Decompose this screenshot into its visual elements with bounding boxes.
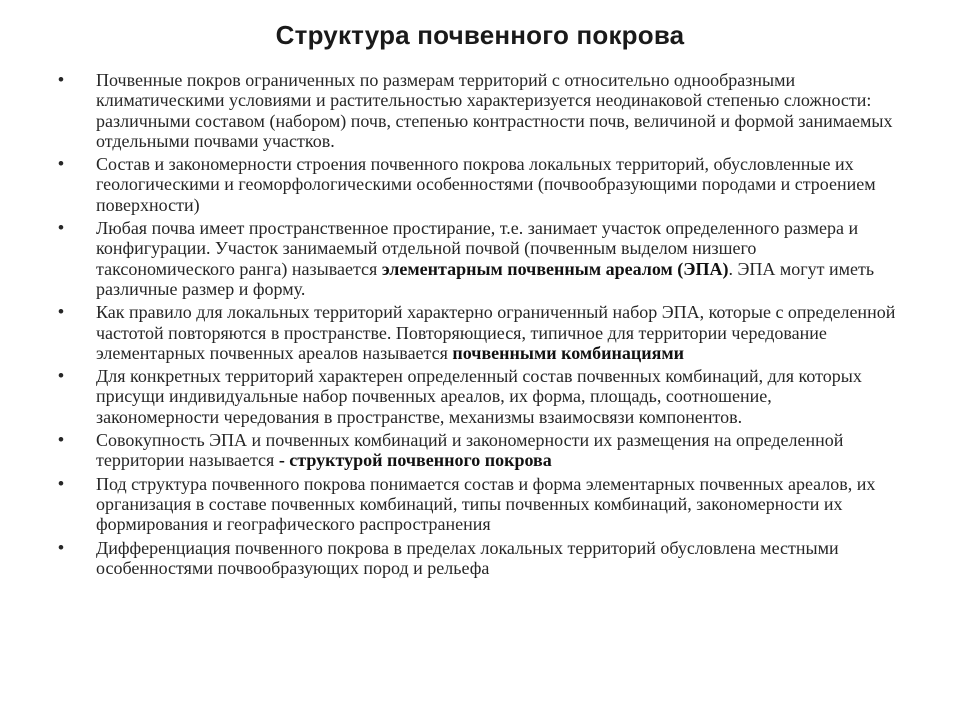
item-text: Любая почва имеет пространственное простирание, т.е. занимает участок определенного размера и конфигурации. Участок занимаемый отдельной почвой (почвенным выделом низшего таксономического ранга) называется	[96, 218, 859, 279]
item-text: Совокупность ЭПА и почвенных комбинаций и закономерности их размещения на определенной территории называется	[96, 430, 844, 471]
list-item	[58, 70, 898, 151]
bullet-icon: •	[58, 154, 64, 174]
list-item	[58, 430, 898, 471]
bullet-icon: •	[58, 473, 64, 493]
item-text: Под структура почвенного покрова понимается состав и форма элементарных почвенных ареалов, их организация в составе почвенных комбинаций, типы почвенных комбинаций, закономерности их формирования и географического распространения	[96, 473, 876, 535]
bullet-icon: •	[58, 366, 64, 386]
item-text: Дифференциация почвенного покрова в пределах локальных территорий обусловлена местными особенностями почвообразующих пород и рельефа	[96, 537, 839, 578]
list-item	[58, 366, 898, 427]
list-item	[58, 538, 898, 579]
bullet-list	[58, 70, 898, 581]
item-text: Почвенные покров ограниченных по размерам территорий с относительно однообразными климатическими условиями и растительностью характеризуется неодинаковой степенью сложности: различными составом (набором) почв, степенью контрастности почв, величиной и формой занимаемых отдельными почвами участков.	[96, 70, 893, 151]
list-item	[58, 302, 898, 363]
list-item	[58, 474, 898, 535]
item-text-tail: . ЭПА могут иметь различные размер и форму.	[96, 258, 875, 299]
item-text: Состав и закономерности строения почвенного покрова локальных территорий, обусловленные их геологическими и геоморфологическими особенностями (почвообразующими породами и строением поверхности)	[96, 154, 876, 215]
item-term-bold: - структурой почвенного покрова	[278, 450, 552, 471]
item-text: Для конкретных территорий характерен определенный состав почвенных комбинаций, для которых присущи индивидуальные набор почвенных ареалов, их форма, площадь, соотношение, закономерности чередования в пространстве, механизмы взаимосвязи компонентов.	[96, 366, 862, 427]
bullet-icon: •	[58, 430, 64, 450]
bullet-icon: •	[58, 218, 64, 238]
bullet-icon: •	[58, 537, 64, 557]
list-item	[58, 154, 898, 215]
list-item	[58, 218, 898, 299]
bullet-icon: •	[58, 70, 64, 89]
slide-title: Структура почвенного покрова	[275, 20, 685, 50]
item-term-bold: почвенными комбинациями	[452, 342, 685, 363]
item-term-bold: элементарным почвенным ареалом (ЭПА)	[381, 258, 729, 279]
bullet-icon: •	[58, 302, 64, 322]
item-text: Как правило для локальных территорий характерно ограниченный набор ЭПА, которые с определенной частотой повторяются в пространстве. Повторяющиеся, типичное для территории чередование элементарных почвенных ареалов называется	[96, 302, 896, 363]
